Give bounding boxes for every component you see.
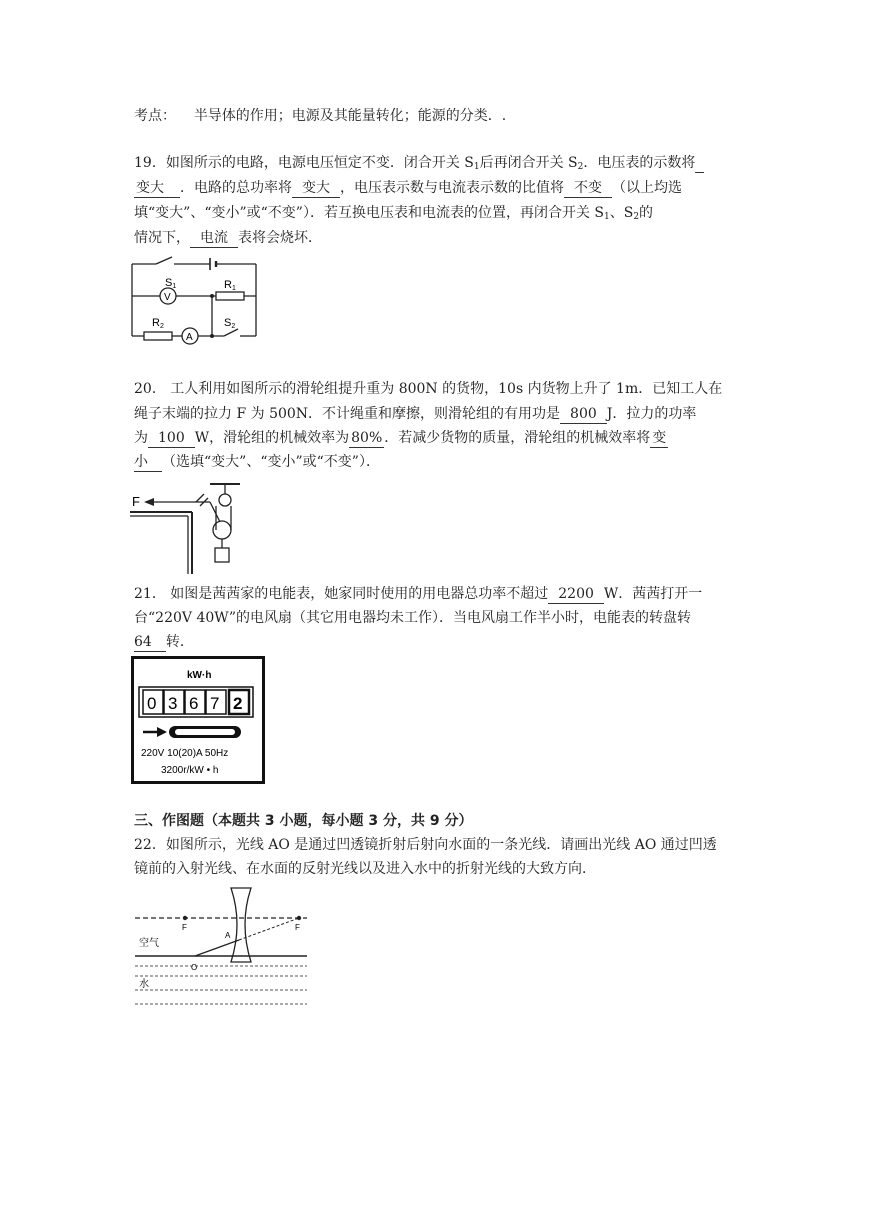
q22-line-1 [134, 835, 717, 855]
q20-text: （选填“变大”、“变小”或“不变”）． [162, 454, 380, 470]
section-3-heading: 三、作图题（本题共 3 小题，每小题 3 分，共 9 分） [134, 813, 473, 829]
focal-point-right: F [295, 923, 300, 932]
point-a-label: A [225, 931, 231, 940]
subscript: 1 [473, 162, 480, 172]
q19-text: 的 [639, 205, 654, 221]
point-o-label: O [191, 963, 198, 972]
meter-digit-2: 3 [168, 694, 178, 713]
q22-concave-lens-diagram [133, 886, 309, 1008]
q21-text: 21． 如图是茜茜家的电能表，她家同时使用的用电器总功率不超过 [134, 586, 549, 602]
q20-line-2 [134, 404, 696, 424]
q19-line-1 [134, 153, 704, 177]
label-r2: R2 [152, 317, 164, 330]
kaodian-label: 考点： [134, 108, 176, 124]
q22-text: 镜前的入射光线、在水面的反射光线以及进入水中的折射光线的大致方向． [134, 861, 596, 877]
meter-spec-1: 220V 10(20)A 50Hz [141, 748, 229, 759]
q19-text: 、S [609, 205, 634, 221]
q20-text: J．拉力的功率 [606, 406, 697, 422]
q20-text: 20． 工人利用如图所示的滑轮组提升重为 800N 的货物，10s 内货物上升了 1m．已知工人在 [134, 381, 723, 397]
q20-text: 为 [134, 430, 148, 446]
q19-text: 19．如图所示的电路，电源电压恒定不变．闭合开关 S [134, 155, 474, 171]
meter-unit: kW·h [187, 670, 212, 681]
q20-text: ．若减少货物的质量，滑轮组的机械效率将 [384, 430, 651, 446]
q20-line-4 [134, 452, 380, 472]
label-r1: R1 [224, 279, 236, 292]
air-label: 空气 [139, 938, 159, 949]
q19-answer-1: 变大 [136, 180, 164, 196]
q21-line-2 [134, 608, 691, 628]
q20-answer-3: 80% [351, 430, 383, 446]
q19-answer-2: 变大 [292, 180, 340, 198]
q19-text: （以上均选 [612, 180, 682, 196]
q19-text: 填“变大”、“变小”或“不变”）．若互换电压表和电流表的位置，再闭合开关 S [134, 205, 604, 221]
q19-text: ，电压表示数与电流表示数的比值将 [340, 180, 564, 196]
kaodian-text: 半导体的作用；电源及其能量转化；能源的分类．. [193, 108, 507, 124]
q19-line-4 [134, 228, 322, 248]
meter-digit-3: 6 [189, 694, 199, 713]
meter-digit-1: 0 [147, 694, 157, 713]
q20-text: 绳子末端的拉力 F 为 500N．不计绳重和摩擦，则滑轮组的有用功是 [134, 406, 561, 422]
meter-spec-2: 3200r/kW • h [161, 765, 219, 776]
label-s2: S2 [224, 317, 236, 330]
focal-point-left: F [182, 923, 187, 932]
q20-pulley-diagram [130, 482, 248, 574]
q19-answer-blank-1-start [695, 155, 703, 173]
force-label: F [132, 494, 140, 509]
q22-text: 22．如图所示，光线 AO 是通过凹透镜折射后射向水面的一条光线．请画出光线 AO 通过凹透 [134, 837, 717, 853]
meter-digit-5: 2 [233, 694, 243, 713]
label-s1: S1 [165, 277, 177, 290]
q21-text: 台“220V 40W”的电风扇（其它用电器均未工作）．当电风扇工作半小时，电能表的转盘转 [134, 610, 692, 626]
q19-answer-4: 电流 [190, 230, 238, 248]
kaodian-line [134, 106, 506, 126]
q20-answer-4-end: 小 [134, 454, 162, 472]
q19-circuit-diagram [128, 256, 260, 346]
q20-answer-4-start: 变 [652, 430, 667, 446]
q21-electric-meter [131, 656, 265, 784]
voltmeter-label: V [164, 292, 171, 303]
q21-text: W．茜茜打开一 [603, 586, 703, 602]
q19-line-3 [134, 203, 653, 227]
q21-answer-1: 2200 [548, 586, 604, 604]
q19-text: ．电路的总功率将 [180, 180, 292, 196]
subscript: 1 [603, 212, 610, 222]
q19-text: 情况下， [134, 230, 190, 246]
answer-underline [166, 180, 180, 198]
q20-answer-2: 100 [148, 430, 195, 448]
q20-answer-1: 800 [560, 406, 607, 424]
meter-digit-4: 7 [210, 694, 220, 713]
subscript: 2 [633, 212, 640, 222]
subscript: 2 [577, 162, 584, 172]
ammeter-label: A [186, 332, 193, 343]
q19-line-2 [134, 178, 682, 198]
water-label: 水 [139, 979, 149, 990]
q21-line-1 [134, 584, 702, 604]
q20-line-3 [134, 428, 668, 448]
q20-line-1 [134, 379, 722, 399]
q21-text: 转． [165, 634, 194, 650]
q19-answer-3: 不变 [564, 180, 612, 198]
q20-text: W，滑轮组的机械效率为 [194, 430, 350, 446]
q21-answer-2: 64 [134, 634, 166, 652]
q22-line-2 [134, 859, 596, 879]
q19-text: 表将会烧坏． [238, 230, 322, 246]
q19-text: 后再闭合开关 S [479, 155, 578, 171]
q19-text: ．电压表的示数将 [583, 155, 696, 171]
q21-line-3 [134, 632, 194, 652]
